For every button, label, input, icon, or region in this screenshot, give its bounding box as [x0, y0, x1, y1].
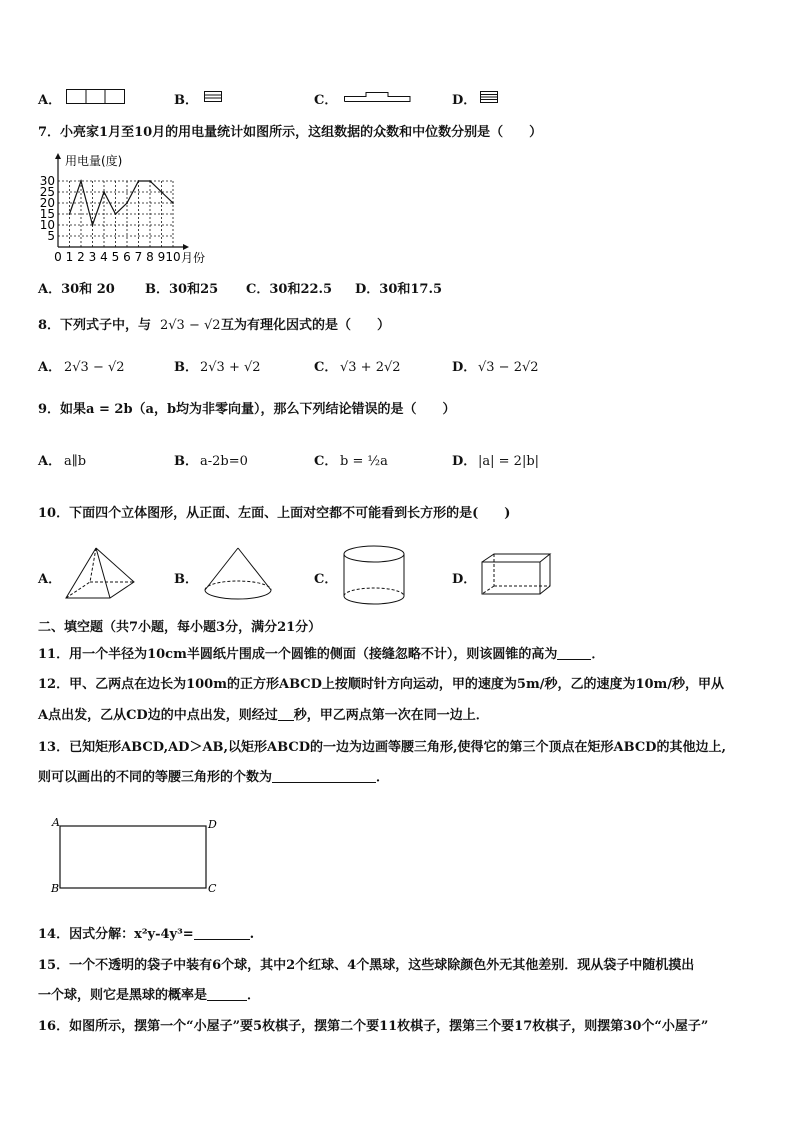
q13-answer-blank[interactable]	[272, 770, 376, 783]
q15-line-2-text: 一个球，则它是黑球的概率是	[38, 988, 208, 1003]
q12-line-2	[38, 708, 489, 724]
x-tick-label: 2	[77, 250, 85, 264]
x-axis-label: 月份	[181, 251, 206, 265]
q6-option-b-label: B．	[174, 93, 198, 108]
q9-option-c-label: C．	[314, 454, 338, 469]
x-tick-label: 0	[54, 250, 62, 264]
q8-option-b-expr: 2√3 + √2	[200, 360, 261, 375]
q7-option-d: D．30和17.5	[355, 282, 443, 297]
cylinder-figure	[342, 544, 408, 608]
y-tick-label: 25	[39, 185, 55, 199]
q8-option-a-expr: 2√3 − √2	[64, 360, 125, 375]
q12-line-2-start: A点出发，乙从CD边的中点出发，则经过	[38, 708, 278, 723]
q6-option-b-figure	[204, 91, 224, 103]
cone-figure	[202, 546, 274, 602]
q6-option-d-figure	[480, 91, 500, 104]
data-point	[149, 180, 151, 182]
q14-answer-blank[interactable]	[194, 927, 250, 940]
q8-option-c-expr: √3 + 2√2	[340, 360, 401, 375]
chart-ticks	[40, 174, 181, 264]
q15-line-2: 一个球，则它是黑球的概率是 ．	[38, 988, 261, 1003]
q16-line-1: 16．如图所示，摆第一个“小屋子”要5枚棋子，摆第二个要11枚棋子，摆第三个要17枚棋子，则摆第30个“小屋子”	[38, 1019, 709, 1034]
q10-option-b-label: B．	[174, 572, 198, 587]
x-tick-label: 10	[165, 250, 181, 264]
q10-question-text: 10．下面四个立体图形，从正面、左面、上面对空都不可能看到长方形的是( )	[38, 506, 511, 521]
q8-option-b-label: B．	[174, 360, 198, 375]
x-tick-label: 6	[123, 250, 131, 264]
pyramid-figure	[64, 546, 136, 600]
q6-option-a-figure	[66, 89, 126, 105]
q11-text: 11．用一个半径为10cm半圆纸片围成一个圆锥的侧面（接缝忽略不计），则该圆锥的高为	[38, 647, 558, 662]
q12-answer-blank[interactable]	[278, 708, 294, 721]
q15-line-1: 15．一个不透明的袋子中装有6个球，其中2个红球、4个黑球，这些球除颜色外无其他差别．现从袋子中随机摸出	[38, 958, 695, 973]
q7-line-chart	[36, 150, 226, 268]
data-point	[92, 224, 94, 226]
q10-option-a-label: A．	[38, 572, 62, 587]
section-2-heading: 二、填空题（共7小题，每小题3分，满分21分）	[38, 620, 322, 635]
q6-option-c-figure	[344, 90, 412, 104]
q9-option-b-label: B．	[174, 454, 198, 469]
q9-option-d-expr: |a| = 2|b|	[478, 454, 540, 469]
data-point	[126, 202, 128, 204]
q8-option-d-label: D．	[452, 360, 477, 375]
x-axis-arrow	[183, 244, 189, 250]
q9-option-c-expr: b = ½a	[340, 454, 388, 469]
q7-option-a: A．30和 20	[38, 282, 115, 297]
vertex-a-label: A	[52, 816, 60, 829]
q12-line-1: 12．甲、乙两点在边长为100m的正方形ABCD上按顺时针方向运动，甲的速度为5m/秒，乙的速度为10m/秒，甲从	[38, 677, 725, 692]
q8-option-a-label: A．	[38, 360, 62, 375]
q6-option-c-label: C．	[314, 93, 338, 108]
y-tick-label: 30	[39, 174, 55, 188]
q14-question: 14．因式分解：x²y-4y³= .	[38, 927, 255, 942]
q6-option-a-label: A．	[38, 93, 62, 108]
y-tick-label: 10	[39, 218, 55, 232]
q9-option-b-expr: a-2b=0	[200, 454, 248, 469]
data-point	[172, 202, 174, 204]
q11-question: 11．用一个半径为10cm半圆纸片围成一个圆锥的侧面（接缝忽略不计），则该圆锥的高为 ．	[38, 647, 605, 662]
x-tick-label: 7	[134, 250, 143, 264]
data-point	[115, 213, 117, 215]
q13-line-2-text: 则可以画出的不同的等腰三角形的个数为	[38, 770, 273, 785]
cuboid-figure	[480, 552, 552, 596]
data-point	[161, 191, 163, 193]
q9-option-a-label: A．	[38, 454, 62, 469]
x-tick-label: 1	[65, 250, 74, 264]
y-tick-label: 5	[47, 229, 55, 243]
rectangle-abcd-figure	[46, 812, 226, 898]
q7-option-c: C．30和22.5	[246, 282, 333, 297]
data-point	[69, 213, 71, 215]
y-axis-arrow	[55, 153, 61, 159]
q7-question-text: 7．小亮家1月至10月的用电量统计如图所示，这组数据的众数和中位数分别是（ ）	[38, 125, 543, 140]
data-point	[103, 191, 105, 193]
q12-line-2-end: 秒，甲乙两点第一次在同一边上．	[293, 708, 489, 723]
q8-expression: 2√3 − √2	[160, 318, 221, 333]
data-point	[138, 180, 140, 182]
y-axis-label: 用电量(度)	[65, 154, 123, 168]
q14-text: 14．因式分解：x²y-4y³=	[38, 927, 194, 942]
q10-option-c-label: C．	[314, 572, 338, 587]
q9-option-a-expr: a∥b	[64, 454, 87, 469]
x-tick-label: 3	[88, 250, 97, 264]
x-tick-label: 8	[146, 250, 154, 264]
data-point	[80, 180, 82, 182]
q8-question-lead: 8．下列式子中，与	[38, 318, 152, 333]
q8-question-tail: 互为有理化因式的是（ ）	[221, 318, 391, 333]
x-tick-label: 4	[100, 250, 108, 264]
vertex-b-label: B	[51, 882, 60, 895]
q7-option-b: B．30和25	[145, 282, 219, 297]
y-tick-label: 15	[39, 207, 55, 221]
q8-option-c-label: C．	[314, 360, 338, 375]
x-tick-label: 5	[111, 250, 120, 264]
y-tick-label: 20	[39, 196, 55, 210]
x-tick-label: 9	[157, 250, 166, 264]
q9-option-d-label: D．	[452, 454, 477, 469]
q15-answer-blank[interactable]	[207, 988, 247, 1001]
q11-answer-blank[interactable]	[557, 647, 591, 660]
q9-question-text: 9．如果a = 2b（a，b均为非零向量），那么下列结论错误的是（ ）	[38, 402, 456, 417]
vertex-d-label: D	[208, 818, 217, 831]
q10-option-d-label: D．	[452, 572, 477, 587]
q8-option-d-expr: √3 − 2√2	[478, 360, 539, 375]
q13-line-1: 13．已知矩形ABCD,AD＞AB,以矩形ABCD的一边为边画等腰三角形,使得它的第三个顶点在矩形ABCD的其他边上,	[38, 740, 726, 755]
series-line	[70, 181, 174, 225]
q6-option-d-label: D．	[452, 93, 477, 108]
vertex-c-label: C	[208, 882, 217, 895]
q13-line-2: 则可以画出的不同的等腰三角形的个数为 ．	[38, 770, 390, 785]
